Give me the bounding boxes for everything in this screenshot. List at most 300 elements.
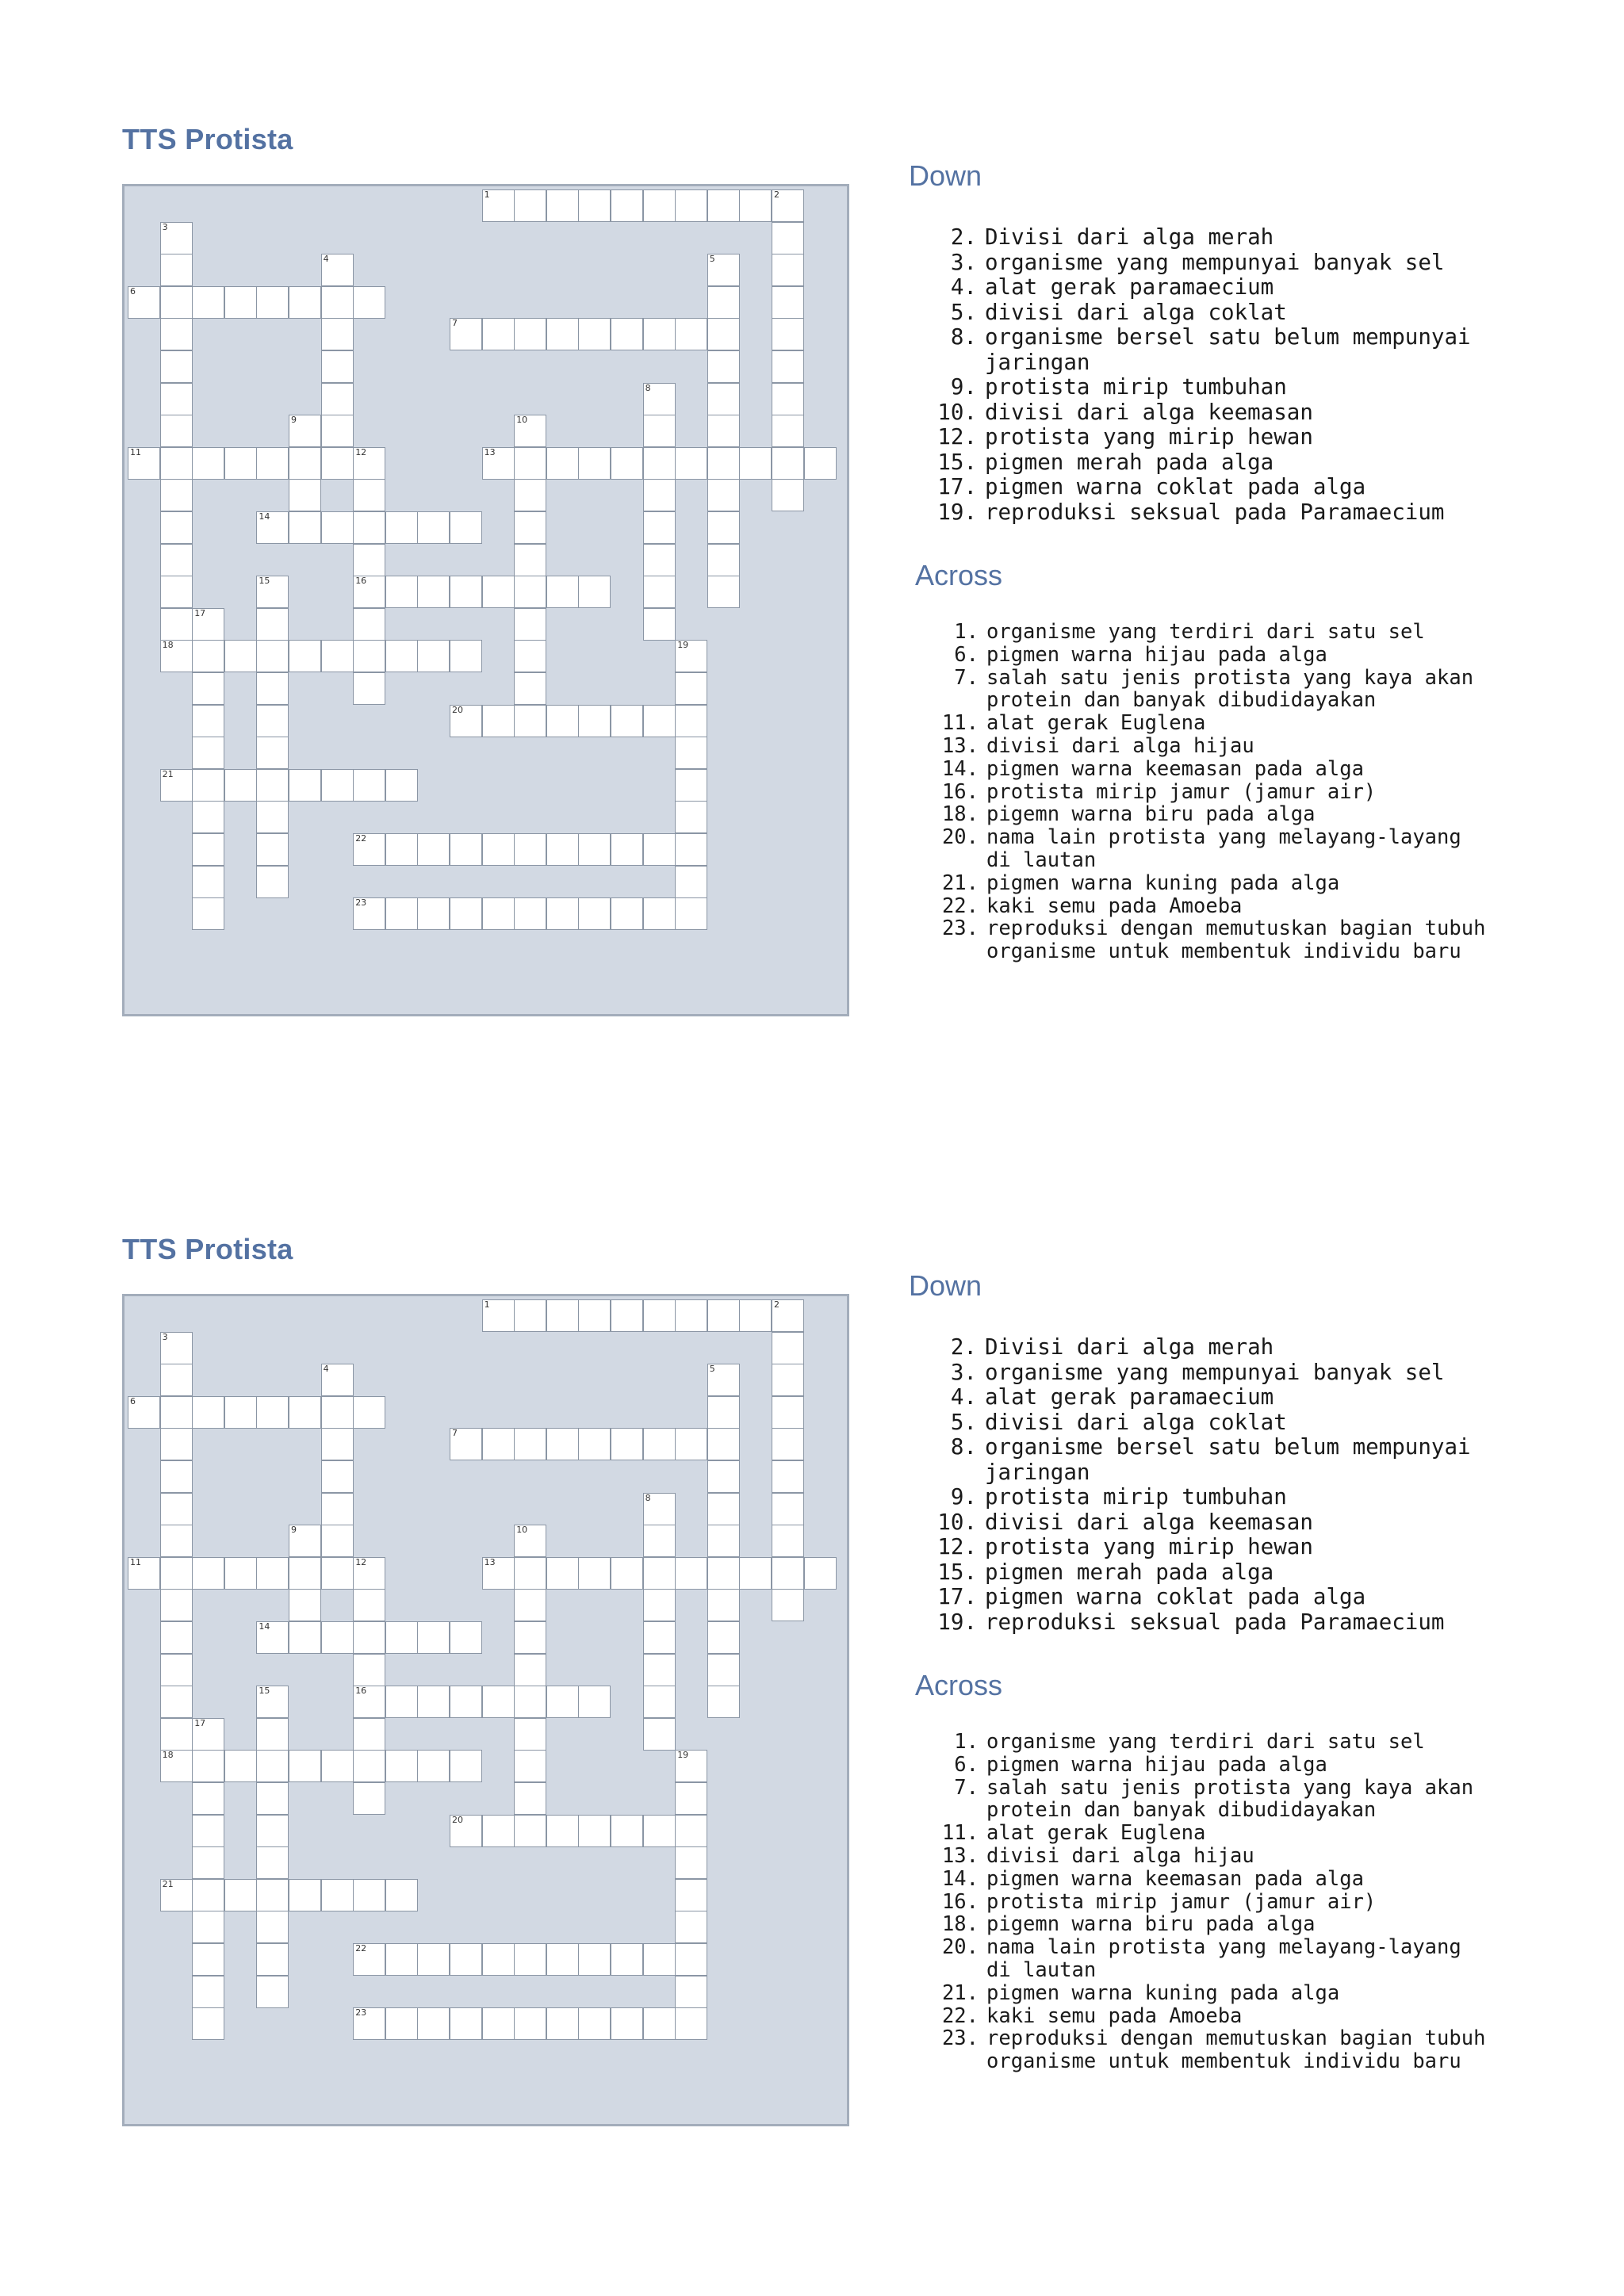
grid-cell[interactable] [160,1718,193,1751]
grid-cell[interactable] [514,576,546,608]
grid-cell[interactable] [160,576,193,608]
grid-cell[interactable] [514,1557,546,1590]
grid-cell[interactable] [256,1976,289,2008]
grid-cell[interactable] [643,1686,676,1718]
grid-cell[interactable] [192,608,224,641]
grid-cell[interactable] [160,286,193,319]
grid-cell[interactable] [675,1428,707,1460]
grid-cell[interactable] [578,1557,611,1590]
grid-cell[interactable] [643,318,676,350]
grid-cell[interactable] [192,1557,224,1590]
grid-cell[interactable] [385,1879,418,1911]
grid-cell[interactable] [675,1815,707,1847]
grid-cell[interactable] [450,1943,482,1976]
grid-cell[interactable] [321,1396,354,1429]
grid-cell[interactable] [611,1299,643,1332]
grid-cell[interactable] [417,1943,450,1976]
grid-cell[interactable] [385,769,418,802]
grid-cell[interactable] [289,286,321,319]
grid-cell[interactable] [385,1750,418,1782]
grid-cell[interactable] [772,1557,804,1590]
grid-cell[interactable] [482,189,515,222]
grid-cell[interactable] [739,1299,772,1332]
grid-cell[interactable] [256,866,289,898]
grid-cell[interactable] [256,1686,289,1718]
grid-cell[interactable] [514,1525,546,1557]
grid-cell[interactable] [675,2007,707,2040]
grid-cell[interactable] [514,897,546,930]
grid-cell[interactable] [578,897,611,930]
grid-cell[interactable] [353,1621,385,1654]
grid-cell[interactable] [192,1396,224,1429]
grid-cell[interactable] [353,511,385,544]
grid-cell[interactable] [224,1750,257,1782]
grid-cell[interactable] [514,640,546,672]
grid-cell[interactable] [675,1879,707,1911]
grid-cell[interactable] [611,318,643,350]
grid-cell[interactable] [321,447,354,480]
grid-cell[interactable] [772,318,804,350]
grid-cell[interactable] [256,576,289,608]
grid-cell[interactable] [160,1879,193,1911]
grid-cell[interactable] [643,447,676,480]
grid-cell[interactable] [707,447,740,480]
grid-cell[interactable] [772,383,804,415]
grid-cell[interactable] [385,1943,418,1976]
grid-cell[interactable] [417,576,450,608]
grid-cell[interactable] [450,1750,482,1782]
grid-cell[interactable] [546,1686,579,1718]
grid-cell[interactable] [707,1364,740,1396]
grid-cell[interactable] [675,769,707,802]
grid-cell[interactable] [321,1460,354,1493]
grid-cell[interactable] [546,447,579,480]
grid-cell[interactable] [160,1525,193,1557]
grid-cell[interactable] [224,769,257,802]
grid-cell[interactable] [707,1396,740,1429]
grid-cell[interactable] [675,1782,707,1815]
grid-cell[interactable] [578,705,611,737]
grid-cell[interactable] [772,222,804,254]
grid-cell[interactable] [772,1396,804,1429]
grid-cell[interactable] [578,318,611,350]
grid-cell[interactable] [160,1364,193,1396]
grid-cell[interactable] [353,544,385,576]
grid-cell[interactable] [739,447,772,480]
grid-cell[interactable] [385,576,418,608]
grid-cell[interactable] [224,1879,257,1911]
grid-cell[interactable] [192,1943,224,1976]
grid-cell[interactable] [256,447,289,480]
grid-cell[interactable] [578,1299,611,1332]
grid-cell[interactable] [675,833,707,866]
grid-cell[interactable] [256,1750,289,1782]
grid-cell[interactable] [321,511,354,544]
grid-cell[interactable] [289,1557,321,1590]
grid-cell[interactable] [611,833,643,866]
grid-cell[interactable] [160,1621,193,1654]
grid-cell[interactable] [707,383,740,415]
grid-cell[interactable] [707,1557,740,1590]
grid-cell[interactable] [772,254,804,286]
grid-cell[interactable] [450,318,482,350]
grid-cell[interactable] [514,1299,546,1332]
grid-cell[interactable] [321,286,354,319]
grid-cell[interactable] [160,1332,193,1364]
grid-cell[interactable] [160,769,193,802]
grid-cell[interactable] [192,801,224,833]
grid-cell[interactable] [192,1879,224,1911]
grid-cell[interactable] [643,511,676,544]
grid-cell[interactable] [256,1943,289,1976]
grid-cell[interactable] [385,1686,418,1718]
grid-cell[interactable] [707,511,740,544]
grid-cell[interactable] [289,1750,321,1782]
grid-cell[interactable] [514,705,546,737]
grid-cell[interactable] [643,2007,676,2040]
grid-cell[interactable] [675,1911,707,1943]
grid-cell[interactable] [514,1718,546,1751]
grid-cell[interactable] [772,1332,804,1364]
grid-cell[interactable] [675,737,707,769]
grid-cell[interactable] [707,544,740,576]
grid-cell[interactable] [804,1557,837,1590]
grid-cell[interactable] [707,1460,740,1493]
grid-cell[interactable] [514,544,546,576]
grid-cell[interactable] [643,544,676,576]
grid-cell[interactable] [707,254,740,286]
grid-cell[interactable] [160,479,193,511]
grid-cell[interactable] [514,1654,546,1686]
grid-cell[interactable] [224,447,257,480]
grid-cell[interactable] [707,1654,740,1686]
grid-cell[interactable] [546,833,579,866]
grid-cell[interactable] [707,1493,740,1525]
grid-cell[interactable] [353,1654,385,1686]
grid-cell[interactable] [482,318,515,350]
grid-cell[interactable] [707,1428,740,1460]
grid-cell[interactable] [321,350,354,383]
grid-cell[interactable] [643,1557,676,1590]
grid-cell[interactable] [192,1782,224,1815]
grid-cell[interactable] [772,350,804,383]
grid-cell[interactable] [546,1299,579,1332]
grid-cell[interactable] [385,897,418,930]
grid-cell[interactable] [160,1493,193,1525]
grid-cell[interactable] [514,1815,546,1847]
grid-cell[interactable] [675,705,707,737]
grid-cell[interactable] [514,1621,546,1654]
grid-cell[interactable] [514,189,546,222]
grid-cell[interactable] [611,1943,643,1976]
grid-cell[interactable] [675,897,707,930]
grid-cell[interactable] [256,737,289,769]
grid-cell[interactable] [256,1879,289,1911]
grid-cell[interactable] [643,383,676,415]
grid-cell[interactable] [385,1621,418,1654]
grid-cell[interactable] [128,286,160,319]
grid-cell[interactable] [353,769,385,802]
grid-cell[interactable] [224,286,257,319]
grid-cell[interactable] [224,640,257,672]
grid-cell[interactable] [160,511,193,544]
grid-cell[interactable] [256,801,289,833]
grid-cell[interactable] [707,1621,740,1654]
grid-cell[interactable] [707,1525,740,1557]
grid-cell[interactable] [192,672,224,705]
grid-cell[interactable] [675,447,707,480]
grid-cell[interactable] [578,2007,611,2040]
grid-cell[interactable] [353,1396,385,1429]
grid-cell[interactable] [160,544,193,576]
grid-cell[interactable] [417,897,450,930]
grid-cell[interactable] [289,640,321,672]
grid-cell[interactable] [353,1943,385,1976]
grid-cell[interactable] [353,1589,385,1621]
grid-cell[interactable] [353,1686,385,1718]
grid-cell[interactable] [611,1557,643,1590]
grid-cell[interactable] [256,640,289,672]
grid-cell[interactable] [643,576,676,608]
grid-cell[interactable] [321,383,354,415]
grid-cell[interactable] [643,1525,676,1557]
grid-cell[interactable] [321,1493,354,1525]
grid-cell[interactable] [417,833,450,866]
grid-cell[interactable] [128,1557,160,1590]
grid-cell[interactable] [321,1364,354,1396]
grid-cell[interactable] [643,1718,676,1751]
grid-cell[interactable] [160,254,193,286]
grid-cell[interactable] [482,897,515,930]
grid-cell[interactable] [546,1815,579,1847]
grid-cell[interactable] [482,576,515,608]
grid-cell[interactable] [128,447,160,480]
grid-cell[interactable] [611,705,643,737]
grid-cell[interactable] [321,1750,354,1782]
grid-cell[interactable] [192,447,224,480]
grid-cell[interactable] [256,1718,289,1751]
grid-cell[interactable] [256,672,289,705]
grid-cell[interactable] [353,447,385,480]
grid-cell[interactable] [192,866,224,898]
grid-cell[interactable] [772,1589,804,1621]
grid-cell[interactable] [707,1589,740,1621]
grid-cell[interactable] [707,350,740,383]
grid-cell[interactable] [578,833,611,866]
grid-cell[interactable] [675,189,707,222]
grid-cell[interactable] [707,479,740,511]
grid-cell[interactable] [578,1428,611,1460]
grid-cell[interactable] [546,705,579,737]
grid-cell[interactable] [514,2007,546,2040]
grid-cell[interactable] [643,833,676,866]
grid-cell[interactable] [546,1557,579,1590]
grid-cell[interactable] [385,511,418,544]
grid-cell[interactable] [450,897,482,930]
grid-cell[interactable] [450,1428,482,1460]
grid-cell[interactable] [611,2007,643,2040]
grid-cell[interactable] [482,1557,515,1590]
grid-cell[interactable] [514,1428,546,1460]
grid-cell[interactable] [675,1976,707,2008]
grid-cell[interactable] [192,1718,224,1751]
grid-cell[interactable] [353,640,385,672]
grid-cell[interactable] [643,1815,676,1847]
grid-cell[interactable] [353,1750,385,1782]
grid-cell[interactable] [578,1943,611,1976]
grid-cell[interactable] [482,447,515,480]
grid-cell[interactable] [707,576,740,608]
grid-cell[interactable] [643,1299,676,1332]
grid-cell[interactable] [772,1299,804,1332]
grid-cell[interactable] [578,576,611,608]
grid-cell[interactable] [546,2007,579,2040]
grid-cell[interactable] [514,833,546,866]
grid-cell[interactable] [482,705,515,737]
grid-cell[interactable] [289,1396,321,1429]
grid-cell[interactable] [192,1976,224,2008]
grid-cell[interactable] [353,1557,385,1590]
grid-cell[interactable] [289,1879,321,1911]
grid-cell[interactable] [192,640,224,672]
grid-cell[interactable] [675,801,707,833]
grid-cell[interactable] [321,1621,354,1654]
grid-cell[interactable] [224,1557,257,1590]
grid-cell[interactable] [514,672,546,705]
grid-cell[interactable] [643,897,676,930]
grid-cell[interactable] [546,897,579,930]
grid-cell[interactable] [321,640,354,672]
grid-cell[interactable] [321,415,354,447]
grid-cell[interactable] [353,897,385,930]
grid-cell[interactable] [289,415,321,447]
grid-cell[interactable] [772,286,804,319]
grid-cell[interactable] [256,1911,289,1943]
grid-cell[interactable] [160,1654,193,1686]
grid-cell[interactable] [321,318,354,350]
grid-cell[interactable] [772,447,804,480]
grid-cell[interactable] [482,1815,515,1847]
grid-cell[interactable] [450,511,482,544]
grid-cell[interactable] [353,1718,385,1751]
grid-cell[interactable] [289,511,321,544]
grid-cell[interactable] [643,705,676,737]
grid-cell[interactable] [482,1428,515,1460]
grid-cell[interactable] [546,576,579,608]
grid-cell[interactable] [514,447,546,480]
grid-cell[interactable] [514,511,546,544]
grid-cell[interactable] [578,1815,611,1847]
grid-cell[interactable] [514,479,546,511]
grid-cell[interactable] [417,511,450,544]
grid-cell[interactable] [482,1299,515,1332]
grid-cell[interactable] [289,769,321,802]
grid-cell[interactable] [385,833,418,866]
grid-cell[interactable] [192,833,224,866]
grid-cell[interactable] [772,189,804,222]
grid-cell[interactable] [289,1525,321,1557]
grid-cell[interactable] [160,1750,193,1782]
grid-cell[interactable] [546,318,579,350]
grid-cell[interactable] [353,1782,385,1815]
grid-cell[interactable] [160,1460,193,1493]
grid-cell[interactable] [546,189,579,222]
grid-cell[interactable] [675,318,707,350]
grid-cell[interactable] [772,1364,804,1396]
grid-cell[interactable] [707,415,740,447]
grid-cell[interactable] [160,383,193,415]
grid-cell[interactable] [353,2007,385,2040]
grid-cell[interactable] [643,189,676,222]
grid-cell[interactable] [611,189,643,222]
grid-cell[interactable] [450,705,482,737]
grid-cell[interactable] [675,1943,707,1976]
grid-cell[interactable] [514,608,546,641]
grid-cell[interactable] [192,1750,224,1782]
grid-cell[interactable] [321,254,354,286]
grid-cell[interactable] [804,447,837,480]
grid-cell[interactable] [707,318,740,350]
grid-cell[interactable] [772,1525,804,1557]
grid-cell[interactable] [160,415,193,447]
grid-cell[interactable] [514,1686,546,1718]
grid-cell[interactable] [353,576,385,608]
grid-cell[interactable] [353,608,385,641]
grid-cell[interactable] [450,1815,482,1847]
grid-cell[interactable] [417,2007,450,2040]
grid-cell[interactable] [289,1589,321,1621]
grid-cell[interactable] [353,1879,385,1911]
grid-cell[interactable] [192,1846,224,1879]
grid-cell[interactable] [675,1557,707,1590]
grid-cell[interactable] [256,608,289,641]
grid-cell[interactable] [192,737,224,769]
grid-cell[interactable] [160,1686,193,1718]
grid-cell[interactable] [482,2007,515,2040]
grid-cell[interactable] [546,1428,579,1460]
grid-cell[interactable] [450,833,482,866]
grid-cell[interactable] [256,1396,289,1429]
grid-cell[interactable] [289,447,321,480]
grid-cell[interactable] [192,286,224,319]
grid-cell[interactable] [192,769,224,802]
grid-cell[interactable] [450,640,482,672]
grid-cell[interactable] [192,1911,224,1943]
grid-cell[interactable] [514,1589,546,1621]
grid-cell[interactable] [160,608,193,641]
grid-cell[interactable] [256,286,289,319]
grid-cell[interactable] [128,1396,160,1429]
grid-cell[interactable] [450,1621,482,1654]
grid-cell[interactable] [675,672,707,705]
grid-cell[interactable] [739,1557,772,1590]
grid-cell[interactable] [643,479,676,511]
grid-cell[interactable] [643,1621,676,1654]
grid-cell[interactable] [256,1557,289,1590]
grid-cell[interactable] [321,1428,354,1460]
grid-cell[interactable] [643,1654,676,1686]
grid-cell[interactable] [321,1525,354,1557]
grid-cell[interactable] [772,1428,804,1460]
grid-cell[interactable] [417,1621,450,1654]
grid-cell[interactable] [675,1299,707,1332]
grid-cell[interactable] [611,1428,643,1460]
grid-cell[interactable] [675,1750,707,1782]
grid-cell[interactable] [160,350,193,383]
grid-cell[interactable] [643,415,676,447]
grid-cell[interactable] [417,1750,450,1782]
grid-cell[interactable] [611,897,643,930]
